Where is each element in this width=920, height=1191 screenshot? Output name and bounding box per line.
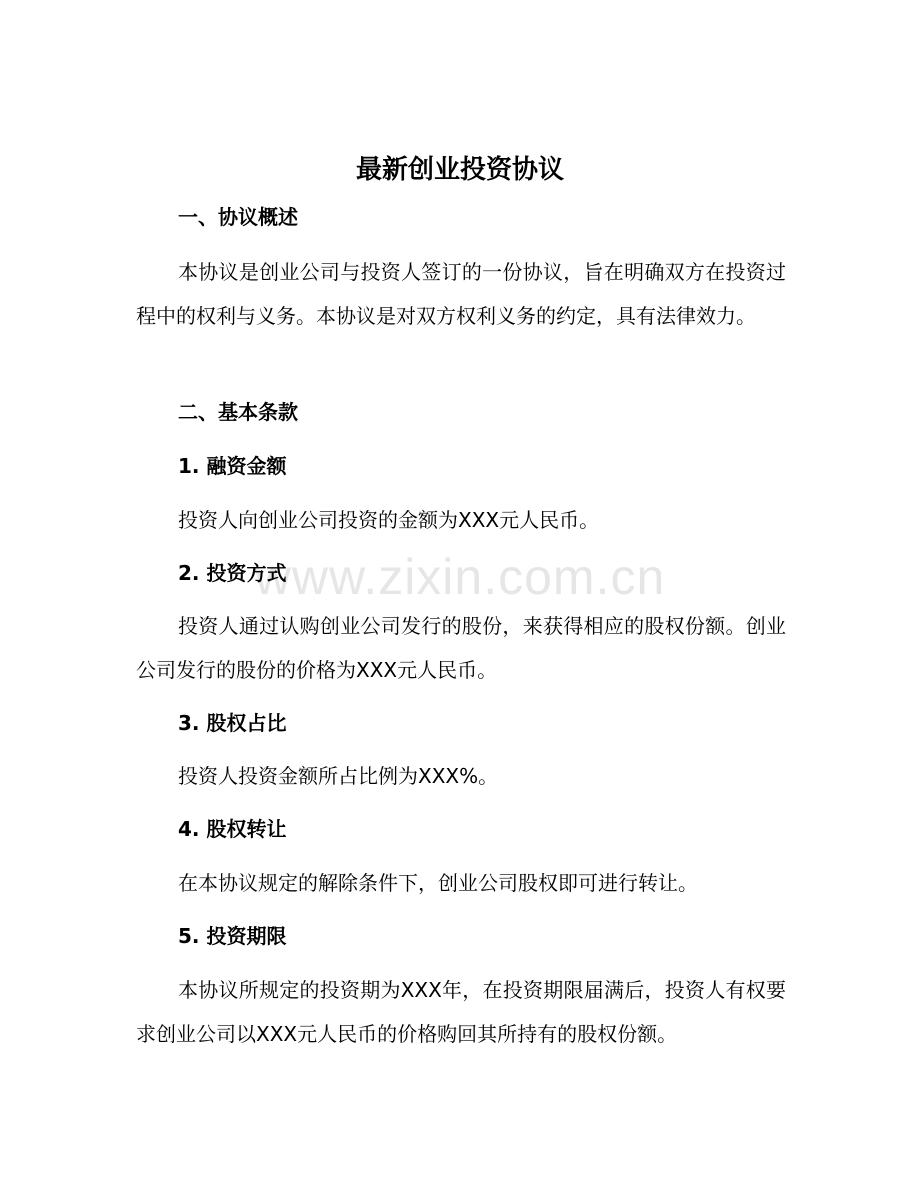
clause-text-investment-term: 本协议所规定的投资期为XXX年，在投资期限届满后，投资人有权要求创业公司以XXX元人民币的价格购回其所持有的股权份额。 — [136, 978, 786, 1046]
clause-text-equity-transfer: 在本协议规定的解除条件下，创业公司股权即可进行转让。 — [178, 871, 698, 895]
clause-heading-investment-term: 5. 投资期限 — [178, 924, 287, 948]
watermark: www.zixin.com.cn — [254, 549, 666, 605]
clause-heading-financing-amount: 1. 融资金额 — [178, 454, 287, 478]
section-heading-basic-terms: 二、基本条款 — [178, 400, 298, 424]
clause-heading-investment-method: 2. 投资方式 — [178, 561, 287, 585]
clause-heading-equity-transfer: 4. 股权转让 — [178, 817, 287, 841]
clause-text-equity-ratio: 投资人投资金额所占比例为XXX%。 — [178, 764, 499, 788]
overview-paragraph: 本协议是创业公司与投资人签订的一份协议，旨在明确双方在投资过程中的权利与义务。本协议是对双方权利义务的约定，具有法律效力。 — [136, 260, 786, 328]
clause-text-investment-method: 投资人通过认购创业公司发行的股份，来获得相应的股权份额。创业公司发行的股份的价格为XXX元人民币。 — [136, 614, 786, 682]
document-title: 最新创业投资协议 — [355, 155, 564, 185]
clause-text-financing-amount: 投资人向创业公司投资的金额为XXX元人民币。 — [178, 508, 600, 532]
clause-heading-equity-ratio: 3. 股权占比 — [178, 711, 287, 735]
section-heading-overview: 一、协议概述 — [178, 205, 298, 229]
